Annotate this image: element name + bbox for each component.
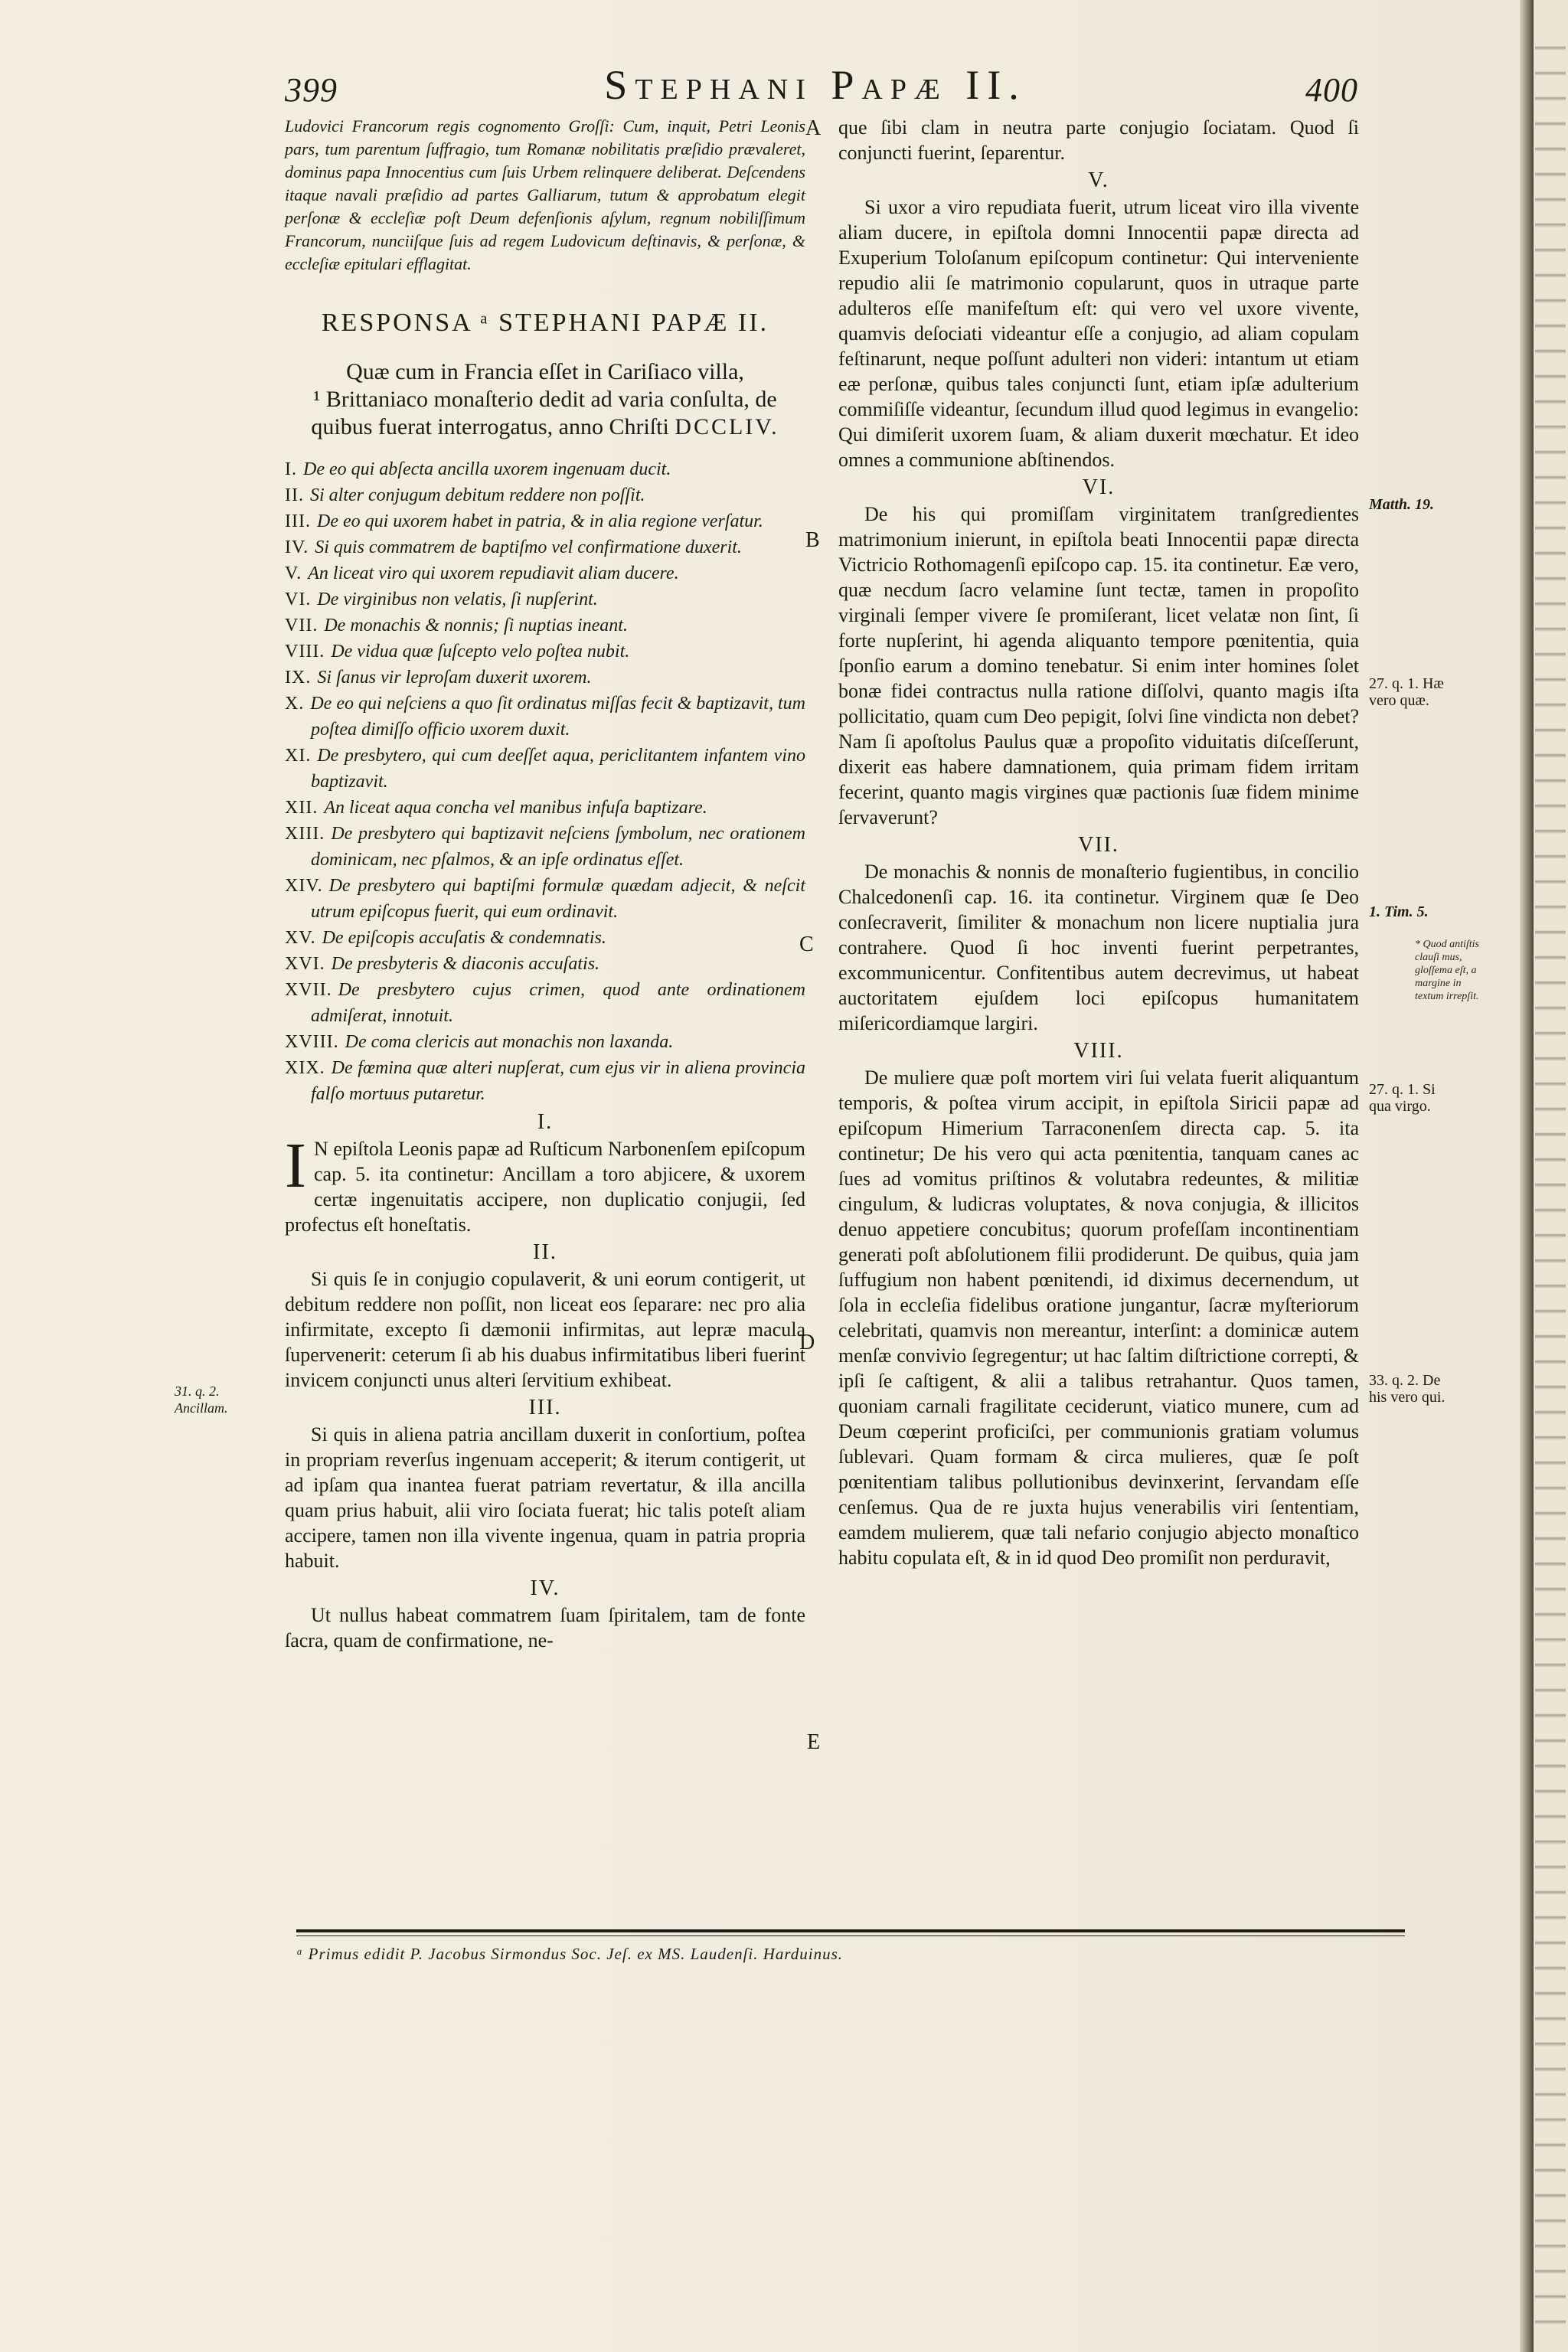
chapter-list-item: VII. De monachis & nonnis; ſi nuptias ineant. [285,616,628,635]
chapter-list-item: XV. De epiſcopis accuſatis & condemnatis. [285,928,606,948]
section-text: Si quis in aliena patria ancillam duxerit in conſortium, poſtea in propriam reverſus ingenuam acceperit; & iterum contigerit, ut ad ipſam qua inantea fuerat patriam revertatur, & illa ancilla quam prius habuit, alii viro ſociata fuerat; hic talis poteſt aliam accipere, tamen non illa vivente ingenua, quam in patria propria habuit. [285,1423,805,1572]
book-gutter [1520,0,1534,2352]
intro-year: DCCLIV. [675,414,779,439]
intro-block [285,358,805,441]
left-column [285,115,805,1653]
running-title: Stephani Papæ II. [604,62,1027,108]
section-number: III. [528,1396,562,1419]
margin-gloss: * Quod antiſtis clauſi mus, gloſſema eſt, a margine in textum irrepſit. [1415,939,1480,1002]
section-number: VIII. [1073,1039,1124,1063]
footnote-rule [296,1929,1405,1932]
chapter-list-item: X. De eo qui neſciens a quo ſit ordinatus miſſas fecit & baptizavit, tum poſtea dimiſſo officio uxorem duxit. [285,694,805,740]
section-text: I N epiſtola Leonis papæ ad Ruſticum Narbonenſem epiſcopum cap. 5. ita continetur: Ancillam a toro abjicere, & uxorem certæ ingenuitatis accipere, non duplicatio conjugii, ſed profectus eſt honeſtatis. [285,1130,805,1236]
chapter-list-item: VI. De virginibus non velatis, ſi nupſerint. [285,590,598,609]
page-number-right: 400 [1305,71,1358,109]
intro-line-2: ¹ Brittaniaco monaſterio dedit ad varia conſulta, de quibus fuerat interrogatus, anno Chriſti [311,387,777,439]
chapter-list [285,456,805,1107]
right-column [838,115,1359,1570]
margin-reference: 1. Tim. 5. [1369,903,1429,920]
section-text: De his qui promiſſam virginitatem tranſgredientes matrimonium inierunt, in epiſtola beati Innocentii papæ directa Victricio Rothomagenſi epiſcopo cap. 15. ita continetur. Eæ vero, quæ necdum ſacro velamine ſunt tectæ, tamen in propoſito virginali ſemper vivere ſe promiſerant, licet velatæ non ſint, ſi forte nupſerint, hi agenda aliquanto tempore pœnitentia, quia ſponſio earum a domino tenebatur. Si enim inter homines ſolet bonæ fidei contractus nulla ratione diſſolvi, quanto magis iſta pollicitatio, quam cum Deo pepigit, ſolvi ſine vindicta non debet? Nam ſi apoſtolus Paulus quæ a propoſito viduitatis diſceſſerunt, dixerit eas habere damnationem, quia primam fidem irritam fecerint, quanto magis virgines quæ pactionis ſuæ fidem minime ſervaverunt? [838,503,1359,828]
intro-line-1: Quæ cum in Francia eſſet in Cariſiaco villa, [346,359,744,384]
chapter-list-item: IX. Si ſanus vir leproſam duxerit uxorem. [285,668,592,688]
margin-letter: C [799,933,814,956]
chapter-list-item: XI. De presbytero, qui cum deeſſet aqua, periclitantem infantem vino baptizavit. [285,746,805,792]
margin-reference: 27. q. 1. Hæ vero quæ. [1369,675,1444,709]
chapter-list-item: XVII. De presbytero cujus crimen, quod ante ordinationem admiſerat, innotuit. [285,980,805,1026]
chapter-list-item: II. Si alter conjugum debitum reddere non poſſit. [285,485,645,505]
section-number: II. [533,1240,557,1264]
adjacent-page-edge [1534,0,1568,2352]
opening-paragraph: Ludovici Francorum regis cognomento Groſſi: Cum, inquit, Petri Leonis pars, tum parentum ſuffragio, tum Romanæ nobilitatis præſidio prævaleret, dominus papa Innocentius cum ſuis Urbem relinquere deliberat. Deſcendens itaque navali præſidio ad partes Galliarum, tutum & approbatum elegit perſonæ & eccleſiæ poſt Deum defenſionis aſylum, regnum nobiliſſimum Francorum, nunciiſque ſuis ad regem Ludovicum deſtinavis, & perſonæ, & eccleſiæ epitulari efflagitat. [285,116,805,273]
margin-letter: B [805,528,820,552]
section-heading: RESPONSA ᵃ STEPHANI PAPÆ II. [321,309,769,337]
chapter-list-item: III. De eo qui uxorem habet in patria, & in alia regione verſatur. [285,511,763,531]
margin-reference: 33. q. 2. De his vero qui. [1369,1372,1446,1406]
chapter-list-item: XIX. De fœmina quæ alteri nupſerat, cum ejus vir in aliena provincia falſo mortuus putaretur. [285,1058,805,1104]
section-number: VI. [1082,475,1116,499]
drop-cap: I [285,1130,306,1201]
continued-text: que ſibi clam in neutra parte conjugio ſociatam. Quod ſi conjuncti fuerint, ſeparentur. [838,116,1359,164]
margin-letter: A [805,116,822,140]
margin-letter: E [807,1730,821,1754]
section-number: VII. [1078,833,1119,857]
section-number: V. [1088,168,1109,192]
section-number: IV. [530,1576,560,1600]
margin-reference: 27. q. 1. Si qua virgo. [1369,1081,1436,1115]
margin-letter: D [799,1331,815,1354]
section-text: De muliere quæ poſt mortem viri ſui velata fuerit aliquantum temporis, & poſtea virum accipit, in epiſtola Siricii papæ ad epiſcopum Himerium Tarraconenſem directa cap. 5. ita continetur; De his vero qui acta pœnitentia, tanquam canes ac ſues ad vomitus priſtinos & volutabra redeuntes, & militiæ cingulum, & ludicras voluptates, & nova conjugia, & illicitos denuo appetiere concubitus; quorum profeſſam incontinentiam generati poſt abſolutionem filii prodiderunt. De quibus, quia jam ſuffugium non habent pœnitendi, id diximus decernendum, ut ſola in eccleſia fidelibus oratione jungantur, ſacræ myſteriorum celebritati, quamvis non mereantur, interſint: a dominicæ autem menſæ convivio ſegregentur; ut hac ſaltim diſtrictione correpti, & ipſi ſe caſtigent, & alii a talibus retrahantur. Quos tamen, quoniam carnali fragilitate ceciderunt, viatico munere, cum ad Deum cœperint proficiſci, per communionis gratiam volumus ſublevari. Quam formam & circa mulieres, quæ ſe poſt pœnitentiam talibus pollutionibus devinxerint, ſervandam eſſe cenſemus. Qua de re juxta hujus venerabilis viri ſententiam, eamdem mulierem, quæ tali nefario conjugio abjecto monaſtico habitu copulata eſt, & in id quod Deo promiſit non perduravit, [838,1067,1359,1569]
chapter-list-item: VIII. De vidua quæ ſuſcepto velo poſtea nubit. [285,642,630,662]
chapter-list-item: XIV. De presbytero qui baptiſmi formulæ quædam adjecit, & neſcit utrum epiſcopus fuerit, qui eum ordinavit. [285,876,805,922]
chapter-list-item: I. De eo qui abſecta ancilla uxorem ingenuam ducit. [285,459,671,479]
chapter-list-item: XIII. De presbytero qui baptizavit neſciens ſymbolum, nec orationem dominicam, nec pſalmos, & an ipſe ordinatus eſſet. [285,824,805,870]
section-text: Ut nullus habeat commatrem ſuam ſpiritalem, tam de fonte ſacra, quam de confirmatione, ne- [285,1604,805,1651]
section-number: I. [537,1110,554,1134]
footnote: ᵃ Primus edidit P. Jacobus Sirmondus Soc. Jeſ. ex MS. Laudenſi. Harduinus. [296,1945,844,1963]
section-text: De monachis & nonnis de monaſterio fugientibus, in concilio Chalcedonenſi cap. 16. ita continetur. Virginem quæ ſe Deo conſecraverit, ſimiliter & monachum non licere nuptialia jura contrahere. Quod ſi hoc inventi fuerint perpetrantes, excommunicentur. Confitentibus autem decrevimus, ut habeat auctoritatem ejuſdem loci epiſcopus humanitatem miſericordiamque largiri. [838,861,1359,1034]
chapter-list-item: XII. An liceat aqua concha vel manibus infuſa baptizare. [285,798,707,818]
chapter-list-item: XVIII. De coma clericis aut monachis non laxanda. [285,1032,674,1052]
margin-reference: 31. q. 2. Ancillam. [175,1383,228,1416]
section-text: Si uxor a viro repudiata fuerit, utrum liceat viro illa vivente aliam ducere, in epiſtola domni Innocentii papæ directa ad Exuperium Toloſanum epiſcopum continetur: Qui interveniente repudio alii ſe matrimonio copularunt, quos in utraque parte adulteros eſſe manifeſtum eſt: qui vero vel uxore vivente, quamvis deſociati videantur eſſe a conjugio, ad aliam copulam feſtinarunt, neque poſſunt adulteri non videri: intantum ut etiam eæ perſonæ, quibus tales conjuncti ſunt, etiam ipſæ adulterium commiſiſſe videantur, ſecundum illud quod legimus in evangelio: Qui dimiſerit uxorem ſuam, & aliam duxerit mœchatur. Et ideo omnes a communione abſtinendos. [838,196,1359,471]
chapter-list-item: V. An liceat viro qui uxorem repudiavit aliam ducere. [285,564,679,583]
margin-reference: Matth. 19. [1369,496,1435,513]
section-text: Si quis ſe in conjugio copulaverit, & uni eorum contigerit, ut debitum reddere non poſſit, non liceat eos ſeparare: nec pro alia infirmitate, excepto ſi dæmonii infirmitas, aut lepræ macula ſupervenerit: ceterum ſi ab his duabus infirmitatibus liberi fuerint invicem conjuncti unus alteri ſervitium exhibeat. [285,1268,805,1391]
chapter-list-item: XVI. De presbyteris & diaconis accuſatis. [285,954,600,974]
page-number-left: 399 [285,71,338,109]
chapter-list-item: IV. Si quis commatrem de baptiſmo vel confirmatione duxerit. [285,537,742,557]
